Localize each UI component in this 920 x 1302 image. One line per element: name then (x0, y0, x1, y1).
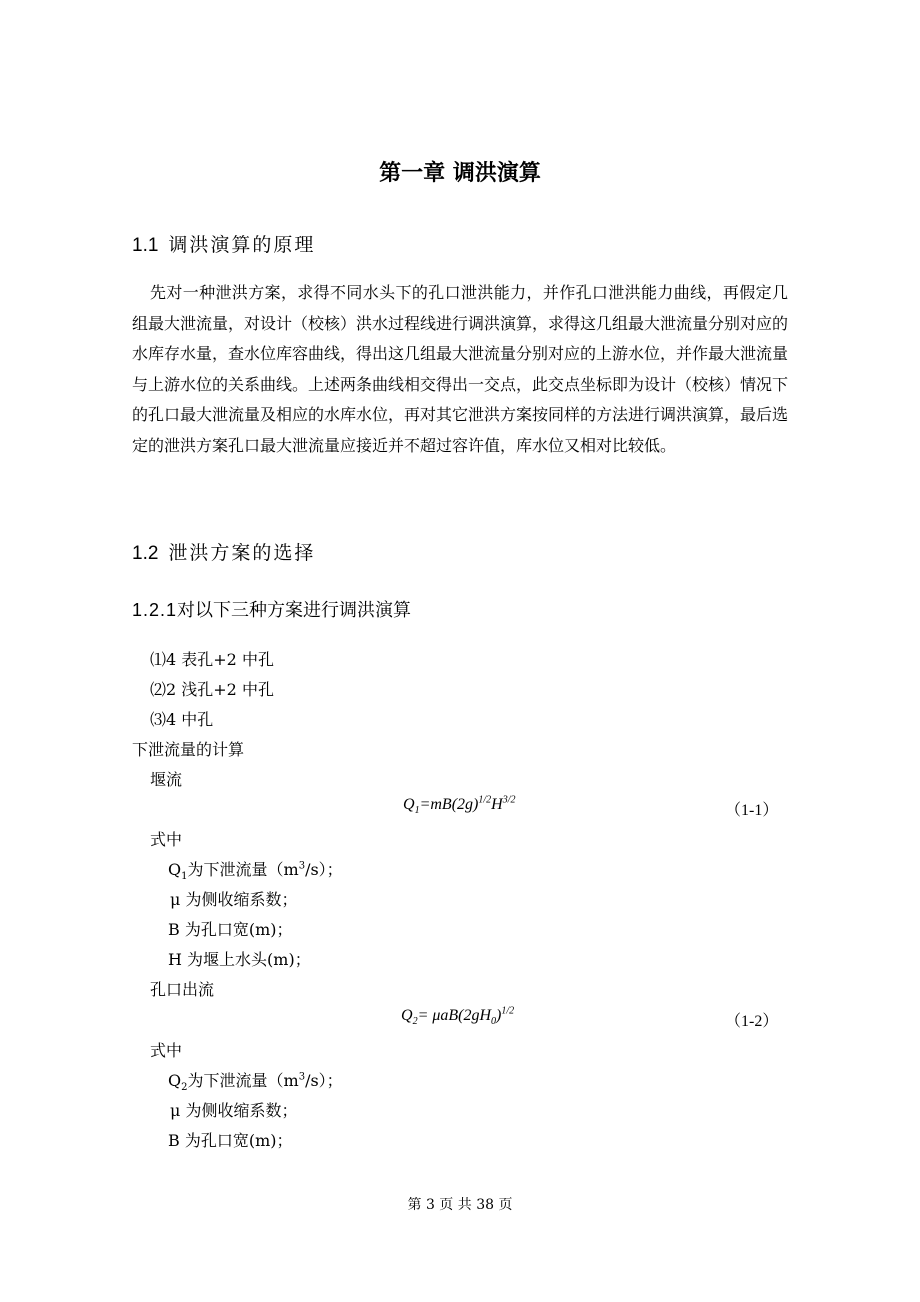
section-title: 调洪演算的原理 (168, 234, 316, 256)
scheme-item: ⑵2 浅孔+2 中孔 (150, 680, 274, 699)
subsection-number: 1.2.1 (132, 600, 178, 620)
formula-1-1: $Q_1=mB(2g)^{1/2}H^{3/2}$ (403, 794, 516, 817)
weir-flow-label: 堰流 (150, 770, 183, 789)
definition-q2: $Q_2$为下泄流量$(m^3/s)$； (168, 1071, 343, 1094)
where-label: 式中 (150, 1041, 183, 1060)
definition-b: B 为孔口宽(m)； (168, 920, 293, 939)
page-footer: 第 3 页 共 38 页 (407, 1197, 513, 1213)
principle-paragraph: 先对一种泄洪方案，求得不同水头下的孔口泄洪能力，并作孔口泄洪能力曲线，再假定几组最大泄流量，对设计（校核）洪水过程线进行调洪演算，求得这几组最大泄流量分别对应的水库存水量，查水位库容曲线，得出这几组最大泄流量分别对应的上游水位，并作最大泄流量与上游水位的关系曲线。上述两条曲线相交得出一交点，此交点坐标即为设计（校核）情况下的孔口最大泄流量及相应的水库水位，再对其它泄洪方案按同样的方法进行调洪演算，最后选定的泄洪方案孔口最大泄流量应接近并不超过容许值，库水位又相对比较低。 (132, 283, 789, 455)
definition-mu: μ 为侧收缩系数； (170, 890, 298, 909)
subsection-1-2-1-heading (132, 596, 411, 622)
orifice-flow-label: 孔口出流 (150, 980, 215, 999)
scheme-item: ⑴4 表孔+2 中孔 (150, 650, 274, 669)
where-label: 式中 (150, 830, 183, 849)
equation-number-1-2: （1-2） (725, 1013, 779, 1030)
discharge-calc-label: 下泄流量的计算 (132, 740, 245, 759)
chapter-title: 第一章 调洪演算 (379, 161, 541, 186)
subsection-title: 对以下三种方案进行调洪演算 (177, 600, 412, 621)
definition-b: B 为孔口宽(m)； (168, 1131, 293, 1150)
section-1-1-heading (132, 230, 315, 257)
section-title: 泄洪方案的选择 (168, 542, 316, 564)
section-number: 1.1 (132, 235, 159, 256)
equation-number-1-1: （1-1） (725, 802, 779, 819)
definition-mu: μ 为侧收缩系数； (170, 1101, 298, 1120)
definition-h: H 为堰上水头(m)； (168, 950, 311, 969)
formula-1-2: $Q_2= \mu aB(2gH_0)^{1/2}$ (401, 1005, 515, 1028)
section-1-2-heading (132, 538, 315, 565)
scheme-item: ⑶4 中孔 (150, 710, 214, 729)
section-number: 1.2 (132, 543, 159, 564)
definition-q1: $Q_1$为下泄流量$(m^3/s)$； (168, 860, 343, 883)
